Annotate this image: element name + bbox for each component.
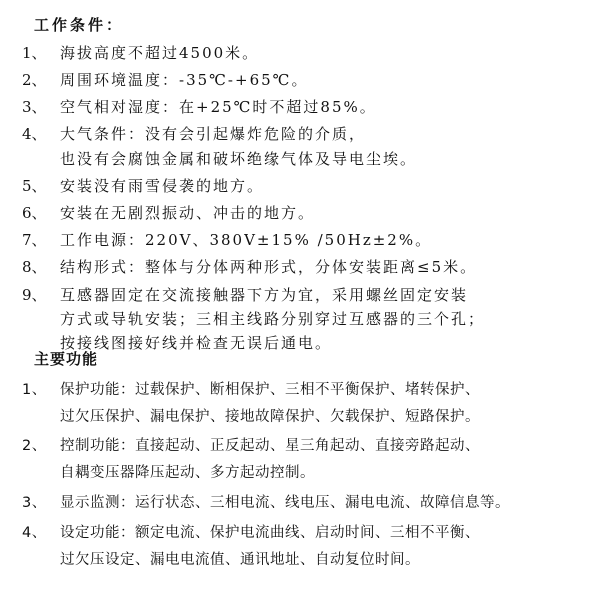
item-number: 1、 (22, 382, 47, 398)
section-title-main-functions: 主要功能 (34, 350, 99, 368)
item-text: 安装没有雨雪侵袭的地方。 (60, 177, 265, 195)
item-number: 4、 (22, 125, 47, 143)
item-text-continued: 过欠压保护、漏电保护、接地故障保护、欠载保护、短路保护。 (60, 409, 480, 425)
item-number: 8、 (22, 258, 47, 276)
item-number: 7、 (22, 231, 47, 249)
item-text: 海拔高度不超过4500米。 (60, 44, 260, 62)
item-number: 2、 (22, 438, 47, 454)
section-title-working-conditions: 工作条件： (34, 16, 125, 34)
item-text: 结构形式：整体与分体两种形式，分体安装距离≤5米。 (60, 258, 478, 276)
item-text-continued: 也没有会腐蚀金属和破坏绝缘气体及导电尘埃。 (60, 150, 418, 168)
item-text: 设定功能：额定电流、保护电流曲线、启动时间、三相不平衡、 (60, 525, 480, 541)
item-text-continued: 自耦变压器降压起动、多方起动控制。 (60, 465, 315, 481)
item-text: 保护功能：过载保护、断相保护、三相不平衡保护、堵转保护、 (60, 382, 480, 398)
item-text: 安装在无剧烈振动、冲击的地方。 (60, 204, 316, 222)
item-text: 周围环境温度：-35℃-+65℃。 (60, 71, 309, 89)
item-text-continued: 按接线图接好线并检查无误后通电。 (60, 334, 333, 352)
item-number: 5、 (22, 177, 47, 195)
item-text: 显示监测：运行状态、三相电流、线电压、漏电电流、故障信息等。 (60, 495, 510, 511)
item-text-continued: 过欠压设定、漏电电流值、通讯地址、自动复位时间。 (60, 552, 420, 568)
item-number: 6、 (22, 204, 47, 222)
item-text: 控制功能：直接起动、正反起动、星三角起动、直接旁路起动、 (60, 438, 480, 454)
item-text: 互感器固定在交流接触器下方为宜，采用螺丝固定安装 (60, 286, 469, 304)
item-number: 2、 (22, 71, 47, 89)
item-text: 工作电源：220V、380V±15% /50Hz±2%。 (60, 231, 433, 249)
item-number: 3、 (22, 495, 47, 511)
item-number: 3、 (22, 98, 47, 116)
item-number: 4、 (22, 525, 47, 541)
item-text: 大气条件：没有会引起爆炸危险的介质， (60, 125, 367, 143)
item-text: 空气相对湿度：在+25℃时不超过85%。 (60, 98, 377, 116)
item-text-continued: 方式或导轨安装；三相主线路分别穿过互感器的三个孔； (60, 310, 486, 328)
item-number: 9、 (22, 286, 47, 304)
item-number: 1、 (22, 44, 47, 62)
